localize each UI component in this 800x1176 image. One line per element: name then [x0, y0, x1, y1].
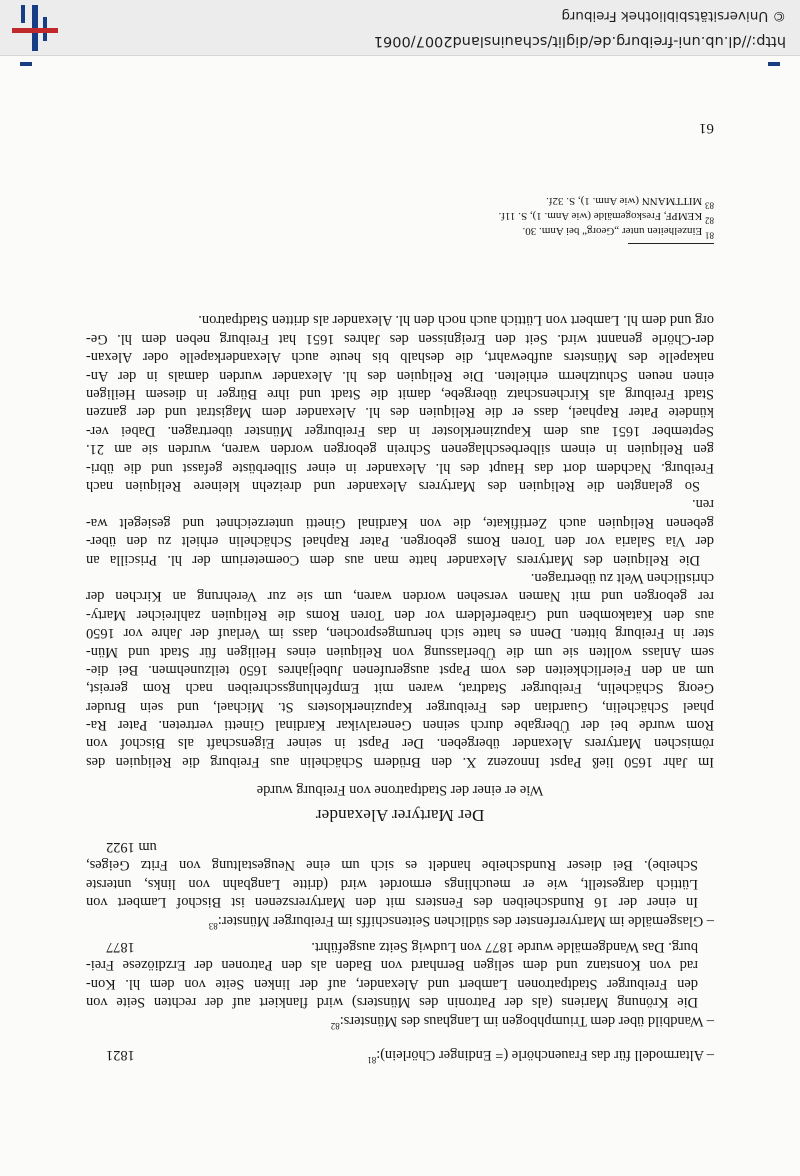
source-url[interactable]: http://dl.ub.uni-freiburg.de/diglit/schauinsland2007/0061 [373, 33, 786, 49]
footnote [314, 208, 714, 226]
paragraph-1 [86, 569, 714, 771]
footnote-number: 81 [705, 230, 714, 241]
text-line: Georg Schächelin, Freiburger Stadtrat, waren mit Empfehlungsschreiben nach Rom gereist, [86, 680, 714, 697]
text-line: In einer der 16 Rundscheiben des Fensters mit den Martyrerszenen ist Bischof Lambert von [86, 894, 698, 911]
entry-text: – Altarmodell für das Frauenchörle (= Endinger Chörlein): [376, 1047, 714, 1063]
text-line: September 1651 aus dem Kapuzinerkloster in das Freiburger Münster übertragen. Dabei ver- [86, 422, 714, 439]
text-line: der-Chörle genannt wird. Seit den Ereignissen des Jahres 1651 hat Freiburg neben dem hl. Ge- [86, 330, 714, 347]
entry-year: 1821 [106, 1047, 135, 1063]
text-line: Im Jahr 1650 ließ Papst Innozenz X. den Brüdern Schächelin aus Freiburg die Reliquien des [86, 753, 714, 770]
text-line: org und dem hl. Lambert von Lüttich auch noch den hl. Alexander als dritten Stadtpatron. [198, 312, 714, 329]
text-line: Die Reliquien des Martyrers Alexander hatte man aus dem Coemeterium der hl. Priscilla an [86, 551, 700, 568]
text-line: Lüttich dargestellt, wie er meuchlings ermordet wird (dritte Langbahn von links, unterste [86, 875, 698, 892]
footnote-rule [628, 243, 714, 244]
footnote-ref: 83 [208, 920, 218, 931]
body-text [86, 311, 714, 1064]
entry-altarmodell [86, 1046, 714, 1064]
section-subtitle: Wie er einer der Stadtpatrone von Freiburg wurde [256, 782, 544, 799]
footnote-text: KEMPF, Freskogemälde (wie Anm. 1), S. 11f. [498, 210, 703, 222]
text-line: Stadt Freiburg als Kirchenschatz übergebe, damit die Stadt und ihre Bürger in diesem Heiligen [86, 386, 714, 403]
text-line: ren. [692, 496, 714, 513]
entry-intro: – Wandbild über dem Triumphbogen im Langhaus des Münsters: [339, 1012, 714, 1029]
footnote-text: MITTMANN (wie Anm. 1), S. 32f. [546, 195, 703, 207]
section-title: Der Martyrer Alexander [315, 805, 485, 825]
text-line: ster in Freiburg bitten. Denn es hatte sich herumgesprochen, dass im Verlauf der Jahre vor 1650 [86, 625, 714, 642]
text-line: den Freiburger Stadtpatronen Lambert und Alexander, auf der linken Seite von dem hl. Kon- [86, 975, 698, 992]
text-line: kündete Pater Raphael, dass er die Reliquien des hl. Alexander dem Magistrat und der ganzen [86, 404, 714, 421]
copyright-text: © Universitätsbibliothek Freiburg [561, 8, 786, 24]
text-line: Freiburg. Nachdem dort das Haupt des hl. Alexander in einer Silberbüste gefasst und die übri- [86, 459, 714, 476]
text-line: So gelangten die Reliquien des Martyrers Alexander und dreizehn kleinere Reliquien nach [86, 478, 700, 495]
paper-sheet [0, 56, 800, 1176]
text-line: Scheibe). Bei dieser Rundscheibe handelt es sich um eine Neugestaltung von Fritz Geiges, [86, 857, 698, 874]
university-logo-icon [12, 5, 58, 51]
text-line: einen neuen Schutzherrn erhielten. Die Reliquien des hl. Alexander wurden damals in der An- [86, 367, 714, 384]
footnote [314, 223, 714, 241]
text-line: nakapelle des Münsters aufbewahrt, die deshalb bis heute auch Alexanderkapelle oder Alexan- [86, 349, 714, 366]
text-line: gebenen Reliquien auch Zertifikate, die von Kardinal Ginetti unterzeichnet und gesiegelt wa- [86, 514, 714, 531]
text-line: Rom wurde bei der Übergabe durch seinen Generalvikar Kardinal Ginetti vertreten. Pater Ra- [86, 717, 714, 734]
text-line: Die Krönung Mariens (als der Patronin des Münsters) wird flankiert auf der rechten Seite von [86, 994, 698, 1011]
footnote-ref: 82 [330, 1020, 340, 1031]
entry-wandbild [86, 938, 714, 1030]
footnote-number: 83 [705, 200, 714, 211]
text-line: sem Anlass wollten sie um die Überlassung von Reliquien eines Heiligen für Stadt und Mün- [86, 643, 714, 660]
text-line: um an den Feierlichkeiten des vom Papst ausgerufenen Jubeljahres 1650 teilzunehmen. Bei die- [86, 661, 714, 678]
footer-bar [0, 0, 800, 56]
text-line: burg. Das Wandgemälde wurde 1877 von Ludwig Seitz ausgeführt. [311, 939, 698, 956]
text-line: aus den Katakomben und Gräberfeldern vor den Toren Roms die Reliquien zahlreicher Marty- [86, 606, 714, 623]
text-line: rer geborgen und mit Namen versehen worden waren, um sie zur Verehrung an Kirchen der [86, 588, 714, 605]
text-line: römischen Martyrers Alexander übergeben. Der Papst in seiner Eigenschaft als Bischof von [86, 735, 714, 752]
footnotes [314, 193, 714, 244]
page-number: 61 [699, 120, 714, 136]
footnote [314, 193, 714, 211]
corner-mark [20, 62, 32, 66]
corner-mark [768, 62, 780, 66]
text-line: rad von Konstanz und dem seligen Bernhard von Baden als den Patronen der Erzdiözese Frei- [86, 957, 698, 974]
text-line: christlichen Welt zu übertragen. [530, 569, 714, 586]
paragraph-2 [86, 495, 714, 569]
text-line: der Via Salaria vor den Toren Roms geborgen. Pater Raphael Schächelin erhielt zu den über- [86, 533, 714, 550]
entry-glas [86, 838, 714, 930]
footnote-ref: 81 [367, 1054, 377, 1065]
paragraph-3 [86, 311, 714, 495]
entry-year: 1877 [106, 939, 135, 956]
entry-intro: – Glasgemälde im Martyrerfenster des südlichen Seitenschiffs im Freiburger Münster: [217, 912, 714, 929]
entry-year: um 1922 [106, 839, 157, 856]
footnote-number: 82 [705, 215, 714, 226]
text-line: phael Schächelin, Guardian des Freiburger Kapuzinerklosters St. Michael, und sein Bruder [86, 698, 714, 715]
footnote-text: Einzelheiten unter „Georg“ bei Anm. 30. [522, 225, 703, 237]
text-line: gen Reliquien in einem silberbeschlagenen Schrein geborgen worden waren, wurden sie am 21. [86, 441, 714, 458]
